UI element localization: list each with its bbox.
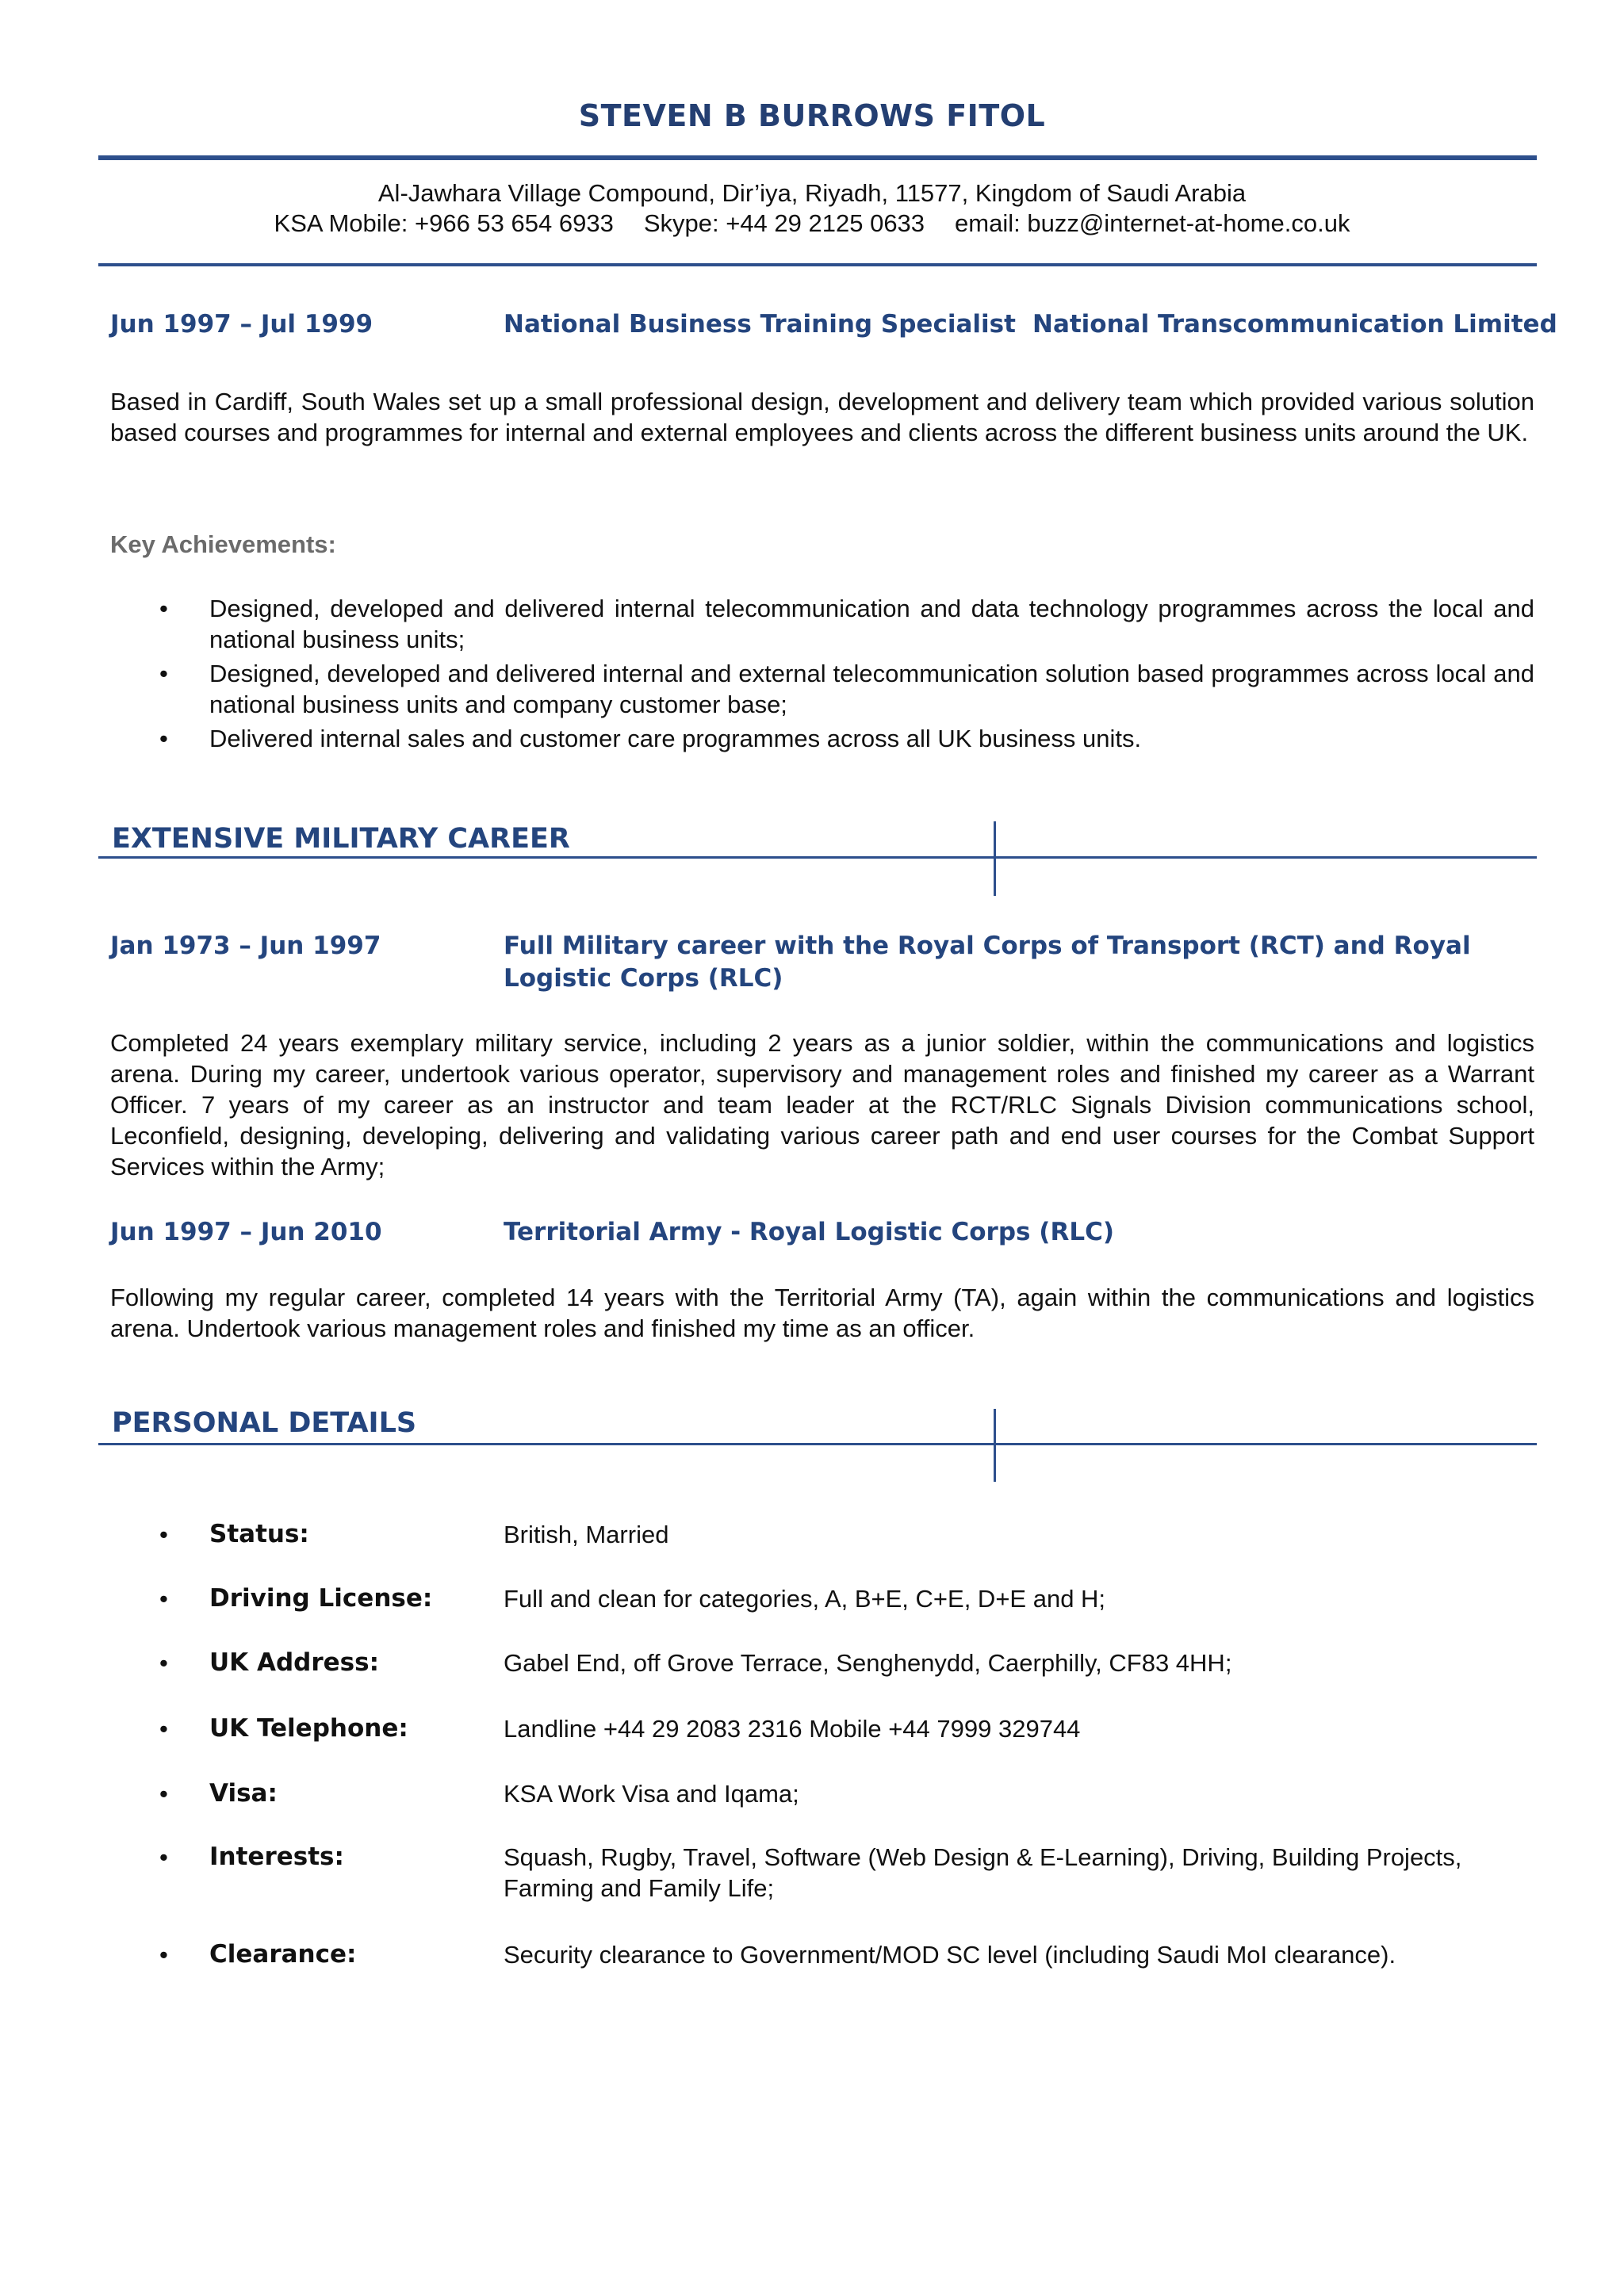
- contact-phones: [0, 209, 1624, 238]
- detail-label: Driving License:: [209, 1584, 433, 1613]
- detail-value: Squash, Rugby, Travel, Software (Web Design & E-Learning), Driving, Building Projects, Farming and Family Life;: [504, 1843, 1462, 1902]
- job1-title: National Business Training Specialist: [504, 310, 1016, 339]
- contact-mobile: KSA Mobile: +966 53 654 6933: [274, 209, 614, 237]
- detail-value: British, Married: [504, 1521, 669, 1548]
- bullet-icon: •: [159, 1521, 168, 1548]
- achievements-list: [110, 593, 1534, 757]
- detail-value: Security clearance to Government/MOD SC level (including Saudi MoI clearance).: [504, 1941, 1396, 1969]
- job1-dates: Jun 1997 – Jul 1999: [110, 310, 373, 339]
- detail-value: Landline +44 29 2083 2316 Mobile +44 7999 329744: [504, 1715, 1081, 1743]
- detail-label: UK Telephone:: [209, 1714, 408, 1743]
- military-entry2-description: Following my regular career, completed 14 years with the Territorial Army (TA), again within the communications and logistics arena. Undertook various management roles and finished my time as an officer.: [110, 1284, 1534, 1342]
- candidate-name: STEVEN B BURROWS FITOL: [578, 98, 1046, 133]
- detail-label: Clearance:: [209, 1940, 357, 1969]
- military-section-divider: [994, 821, 996, 896]
- personal-section-rule: [98, 1443, 1537, 1445]
- detail-label: Status:: [209, 1520, 309, 1548]
- detail-label: Visa:: [209, 1779, 278, 1808]
- bullet-icon: •: [159, 725, 168, 752]
- bullet-icon: •: [159, 660, 168, 687]
- bullet-icon: •: [159, 1941, 168, 1969]
- military-entry1-description: Completed 24 years exemplary military service, including 2 years as a junior soldier, within the communications and logistics arena. During my career, undertook various operator, supervisory and management roles and finished my career as a Warrant Officer. 7 years of my career as an instructor and team leader at the RCT/RLC Signals Division communications school, Leconfield, designing, developing, delivering and validating various career path and end user courses for the Combat Support Services within the Army;: [110, 1029, 1534, 1181]
- personal-section-divider: [994, 1409, 996, 1482]
- personal-section-title: PERSONAL DETAILS: [112, 1407, 417, 1439]
- header-rule-bottom: [98, 263, 1537, 266]
- military-entry1-title-line2: Logistic Corps (RLC): [504, 964, 783, 993]
- list-item: • Designed, developed and delivered internal telecommunication and data technology programmes across the local and national business units;: [159, 595, 1534, 653]
- detail-label: UK Address:: [209, 1648, 379, 1677]
- contact-email: email: buzz@internet-at-home.co.uk: [955, 209, 1350, 237]
- military-section-rule: [98, 856, 1537, 859]
- bullet-icon: •: [159, 595, 168, 622]
- bullet-icon: •: [159, 1585, 168, 1613]
- bullet-icon: •: [159, 1649, 168, 1677]
- header-rule-top: [98, 155, 1537, 160]
- bullet-icon: •: [159, 1715, 168, 1743]
- key-achievements-heading: Key Achievements:: [110, 530, 336, 558]
- detail-value: Gabel End, off Grove Terrace, Senghenydd, Caerphilly, CF83 4HH;: [504, 1649, 1232, 1677]
- detail-value: Full and clean for categories, A, B+E, C+E, D+E and H;: [504, 1585, 1106, 1613]
- contact-address: Al-Jawhara Village Compound, Dir’iya, Riyadh, 11577, Kingdom of Saudi Arabia: [377, 179, 1247, 207]
- military-entry1-title-line1: Full Military career with the Royal Corps of Transport (RCT) and Royal: [504, 932, 1471, 960]
- military-entry2-dates: Jun 1997 – Jun 2010: [110, 1218, 382, 1246]
- military-entry2-title: Territorial Army - Royal Logistic Corps (RLC): [504, 1218, 1114, 1246]
- bullet-icon: •: [159, 1843, 168, 1871]
- list-item: • Delivered internal sales and customer care programmes across all UK business units.: [159, 725, 1142, 752]
- job1-description: Based in Cardiff, South Wales set up a small professional design, development and delivery team which provided various solution based courses and programmes for internal and external employees and clients across the different business units around the UK.: [110, 388, 1534, 446]
- detail-label: Interests:: [209, 1843, 344, 1871]
- job1-company: National Transcommunication Limited: [1032, 310, 1557, 339]
- detail-value: KSA Work Visa and Iqama;: [504, 1780, 799, 1808]
- list-item: • Designed, developed and delivered internal and external telecommunication solution based programmes across local and national business units and company customer base;: [159, 660, 1534, 718]
- bullet-icon: •: [159, 1780, 168, 1808]
- contact-skype: Skype: +44 29 2125 0633: [643, 209, 925, 237]
- military-section-title: EXTENSIVE MILITARY CAREER: [112, 823, 570, 855]
- military-entry1-dates: Jan 1973 – Jun 1997: [110, 932, 381, 960]
